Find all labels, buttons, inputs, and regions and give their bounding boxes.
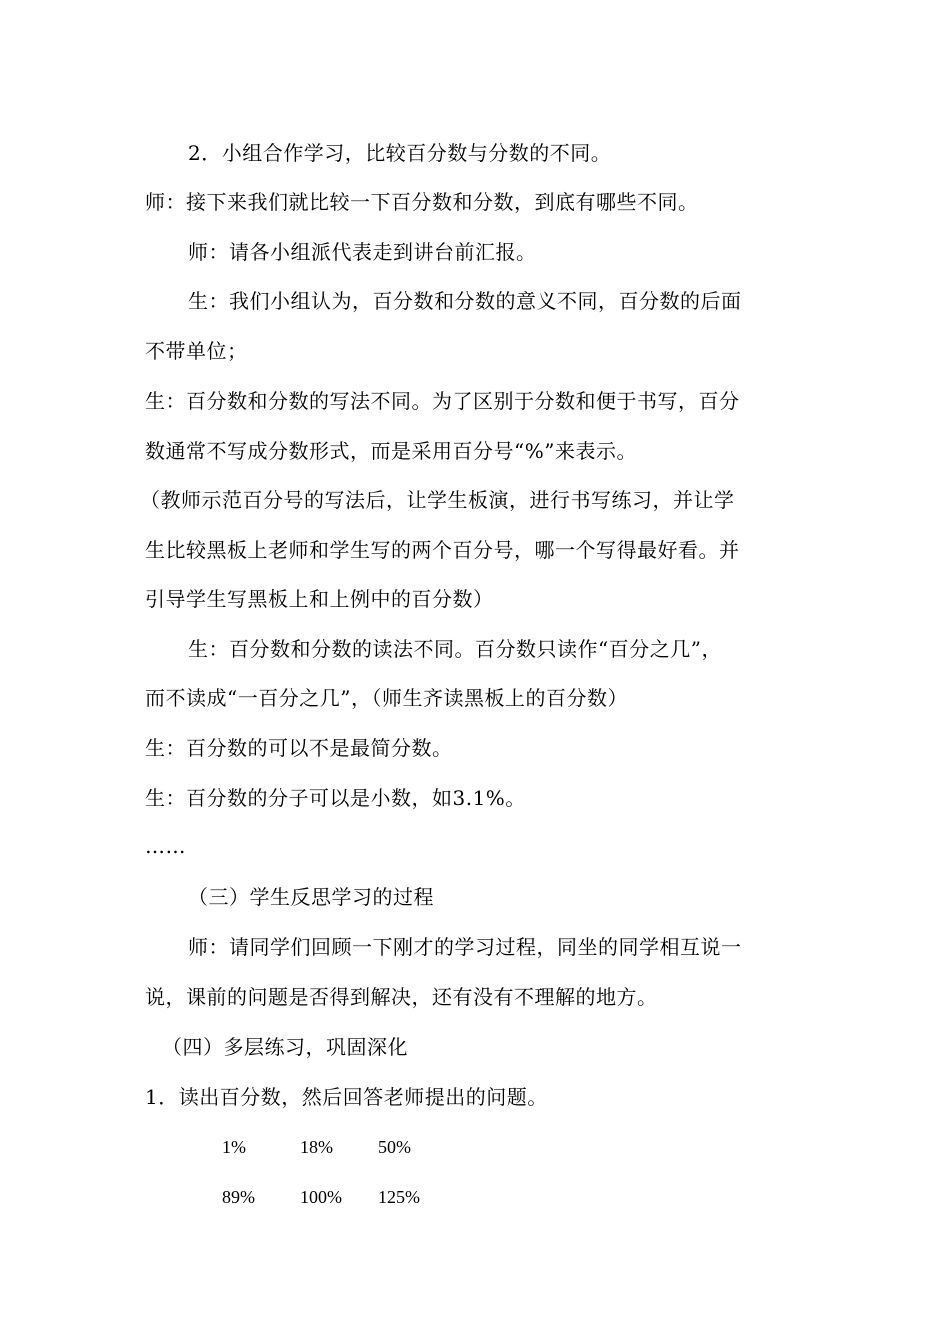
text-line-14: 生：百分数的分子可以是小数，如3.1%。 [145,786,526,810]
text-line-4: 生：我们小组认为，百分数和分数的意义不同，百分数的后面 [188,289,742,313]
text-line-ellipsis: …… [145,834,186,858]
text-line-10: 引导学生写黑板上和上例中的百分数） [145,587,494,611]
text-line-2: 师：接下来我们就比较一下百分数和分数，到底有哪些不同。 [145,190,699,214]
percent-value: 100% [300,1187,342,1207]
exercise-1: 1．读出百分数，然后回答老师提出的问题。 [145,1085,548,1109]
text-line-9: 生比较黑板上老师和学生写的两个百分号，哪一个写得最好看。并 [145,538,740,562]
text-line-12: 而不读成“一百分之几”，（师生齐读黑板上的百分数） [145,686,628,710]
text-line-5: 不带单位； [145,339,248,363]
text-line-13: 生：百分数的可以不是最简分数。 [145,736,453,760]
section-heading-4: （四）多层练习，巩固深化 [162,1035,408,1059]
text-line-8: （教师示范百分号的写法后，让学生板演，进行书写练习，并让学 [140,488,735,512]
text-line-18: 说，课前的问题是否得到解决，还有没有不理解的地方。 [145,985,658,1009]
text-line-1: 2．小组合作学习，比较百分数与分数的不同。 [188,141,612,165]
percent-value: 125% [378,1187,420,1207]
percent-value: 50% [378,1137,411,1157]
percent-value: 89% [222,1187,255,1207]
text-line-11: 生：百分数和分数的读法不同。百分数只读作“百分之几”， [188,637,722,661]
text-line-3: 师：请各小组派代表走到讲台前汇报。 [188,240,537,264]
percent-value: 18% [300,1137,333,1157]
section-heading-3: （三）学生反思学习的过程 [188,885,434,909]
text-line-7: 数通常不写成分数形式，而是采用百分号“%”来表示。 [145,439,637,463]
text-line-6: 生：百分数和分数的写法不同。为了区别于分数和便于书写，百分 [145,389,740,413]
text-line-17: 师：请同学们回顾一下刚才的学习过程，同坐的同学相互说一 [188,935,742,959]
percent-value: 1% [222,1137,246,1157]
